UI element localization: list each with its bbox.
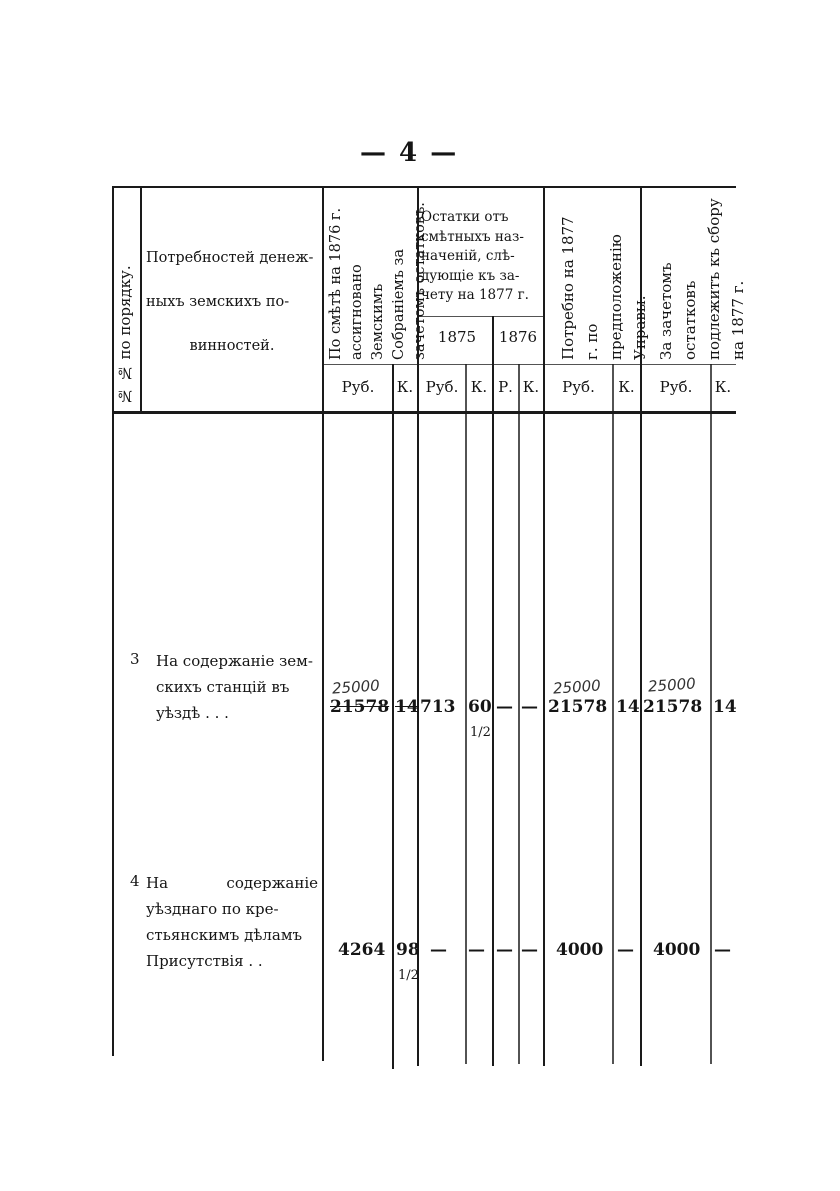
col-rule-1875-kop (465, 364, 467, 1064)
unit-required-rub: Руб. (562, 378, 595, 396)
years-rule (418, 316, 543, 317)
header-remainders (421, 208, 539, 306)
header-needs-line-2: ныхъ земскихъ по- (146, 294, 290, 310)
rem1875-kop-frac: 1/2 (470, 725, 491, 740)
row-name (156, 648, 322, 726)
row-name (146, 870, 318, 974)
unit-collect-kop: К. (714, 378, 732, 396)
unit-1875-kop: К. (470, 378, 488, 396)
header-remainders-line-1: Остатки отъ (421, 209, 509, 225)
col-rule-collect-kop (710, 364, 712, 1064)
rem1876-kop: — (521, 697, 538, 717)
collect-rub: 4000 (653, 940, 701, 960)
header-collect: За зачетомъ остатковъ подлежитъ къ сбору на 1877 г. (657, 198, 747, 360)
col-rule-1876-kop (518, 364, 520, 1064)
row-number: 3 (130, 650, 140, 668)
collect-rub: 21578 (643, 697, 703, 717)
unit-assigned-kop: К. (396, 378, 414, 396)
unit-collect-rub: Руб. (659, 378, 693, 396)
rem1876-rub: — (496, 697, 513, 717)
header-year-1875: 1875 (437, 328, 477, 346)
rem1875-kop: — (468, 940, 485, 960)
row-name-line-1: На содержаніе (146, 874, 318, 892)
unit-1876-rub: Р. (498, 378, 513, 396)
assigned-kop: 14 (395, 697, 419, 717)
unit-1876-kop: К. (522, 378, 540, 396)
col-rule-required (543, 186, 545, 1066)
col-rule-order (140, 186, 142, 411)
table-top-rule (112, 186, 736, 188)
row-name-line-2: скихъ станцій въ (156, 678, 290, 696)
rem1875-kop: 60 (468, 697, 492, 717)
collect-kop: — (714, 940, 731, 960)
required-rub: 4000 (556, 940, 604, 960)
assigned-rub: 4264 (338, 940, 386, 960)
required-rub: 21578 (548, 697, 608, 717)
header-needs-line-3: винностей. (189, 338, 275, 354)
header-order: № № по порядку. (116, 265, 134, 405)
row-name-line-4: Присутствія . . (146, 952, 263, 970)
col-rule-assigned-kop (392, 364, 394, 1069)
assigned-kop-frac: 1/2 (398, 968, 419, 983)
row-name-line-3: уѣздѣ . . . (156, 704, 229, 722)
assigned-kop: 98 (396, 940, 420, 960)
col-rule-1876 (492, 316, 494, 1066)
assigned-rub: 21578 (330, 697, 390, 717)
unit-1875-rub: Руб. (425, 378, 459, 396)
header-remainders-line-2: смѣтныхъ наз- (421, 228, 524, 245)
required-handwritten: 25000 (552, 676, 602, 698)
row-name-line-1: На содержаніе зем- (156, 652, 313, 670)
header-needs-line-1: Потребностей денеж- (146, 250, 314, 266)
rem1876-rub: — (496, 940, 513, 960)
header-remainders-line-3: наченій, слѣ- (421, 248, 515, 264)
row-number: 4 (130, 872, 140, 890)
header-required: Потребно на 1877 г. по предположенію Управы. (559, 216, 649, 360)
required-kop: 14 (616, 697, 640, 717)
col-rule-needs (322, 186, 324, 1061)
header-assigned: По смѣтѣ на 1876 г. ассигновано Земскимъ Собраніемъ за зачетомъ остатковъ. (328, 202, 428, 360)
required-kop: — (617, 940, 634, 960)
header-bottom-rule (112, 411, 736, 414)
header-needs (146, 245, 318, 359)
rem1875-rub: 713 (420, 697, 456, 717)
row-name-line-3: стьянскимъ дѣламъ (146, 926, 303, 944)
units-rule (324, 364, 736, 365)
unit-assigned-rub: Руб. (341, 378, 375, 396)
collect-handwritten: 25000 (647, 674, 697, 696)
collect-kop: 14 (713, 697, 737, 717)
rem1875-rub: — (430, 940, 447, 960)
header-remainders-line-5: чету на 1877 г. (421, 287, 529, 303)
header-remainders-line-4: дующіе къ за- (421, 267, 520, 284)
assigned-handwritten: 25000 (331, 676, 381, 698)
unit-required-kop: К. (618, 378, 635, 396)
page-number: — 4 — (360, 138, 459, 168)
rem1876-kop: — (521, 940, 538, 960)
row-name-line-2: уѣзднаго по кре- (146, 900, 279, 918)
header-year-1876: 1876 (498, 328, 538, 346)
col-rule-required-kop (612, 364, 614, 1064)
